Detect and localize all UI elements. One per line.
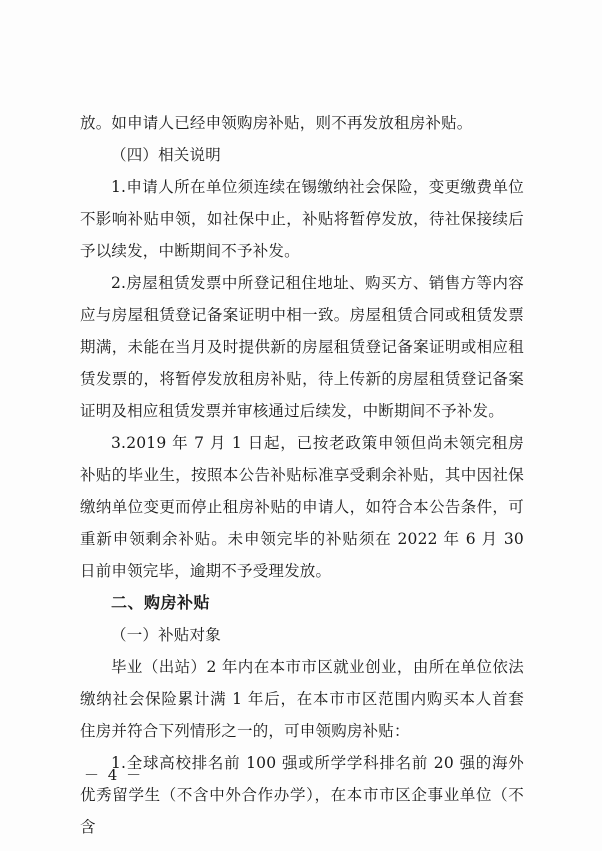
subheading-related-notes: （四）相关说明 xyxy=(111,146,221,164)
document-body xyxy=(80,107,524,843)
paragraph-note-2: 2.房屋租赁发票中所登记租住地址、购买方、销售方等内容应与房屋租赁登记备案证明中相一致。房屋租赁合同或租赁发票期满，未能在当月及时提供新的房屋租赁登记备案证明或相应租赁发票的，将暂停发放租房补贴，待上传新的房屋租赁登记备案证明及相应租赁发票并审核通过后续发，中断期间不予补发。 xyxy=(80,274,524,420)
page-number: － 4 － xyxy=(84,766,144,784)
section-heading-housing-subsidy: 二、购房补贴 xyxy=(111,593,211,612)
paragraph-note-3: 3.2019 年 7 月 1 日起，已按老政策申领但尚未领完租房补贴的毕业生，按照本公告补贴标准享受剩余补贴，其中因社保缴纳单位变更而停止租房补贴的申请人，如符合本公告条件，可重新申领剩余补贴。未申领完毕的补贴须在 2022 年 6 月 30 日前申领完毕，逾期不予受理发放。 xyxy=(80,434,524,580)
paragraph-continuation: 放。如申请人已经申领购房补贴，则不再发放租房补贴。 xyxy=(80,114,473,132)
paragraph-targets: 毕业（出站）2 年内在本市市区就业创业，由所在单位依法缴纳社会保险累计满 1 年后，在本市市区范围内购买本人首套住房并符合下列情形之一的，可申领购房补贴： xyxy=(80,658,524,740)
subheading-subsidy-targets: （一）补贴对象 xyxy=(111,626,221,644)
paragraph-note-1: 1.申请人所在单位须连续在锡缴纳社会保险，变更缴费单位不影响补贴申领，如社保中止，补贴将暂停发放，待社保接续后予以续发，中断期间不予补发。 xyxy=(80,178,524,260)
paragraph-item-1: 1.全球高校排名前 100 强或所学学科排名前 20 强的海外优秀留学生（不含中外合作办学），在本市市区企事业单位（不含 xyxy=(80,754,524,836)
